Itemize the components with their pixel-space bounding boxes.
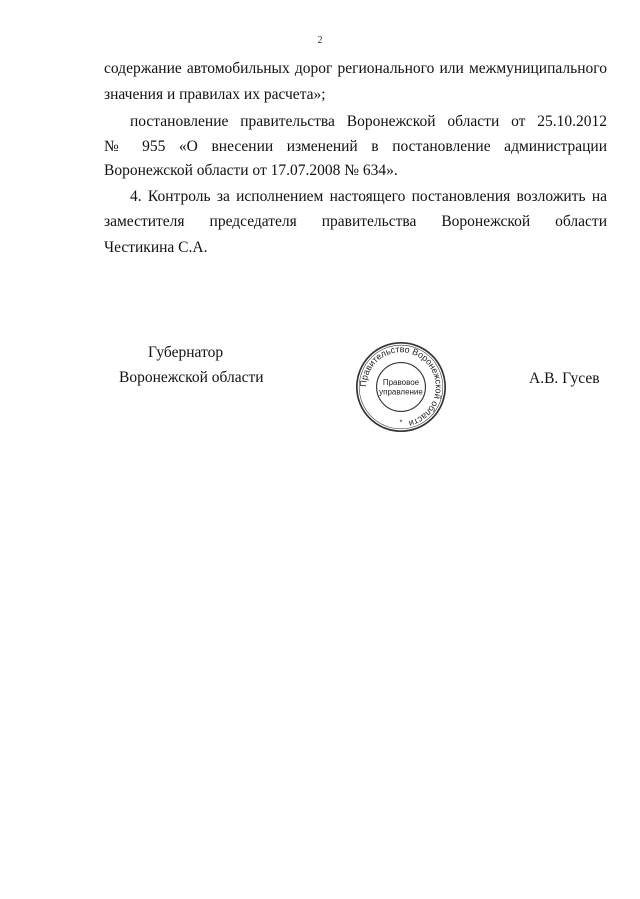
stamp-ring-text: Правительство Воронежской области xyxy=(358,344,444,429)
signatory-name: А.В. Гусев xyxy=(529,370,600,387)
body-line: постановление правительства Воронежской области от 25.10.2012 xyxy=(130,113,607,130)
official-stamp xyxy=(354,340,448,434)
page-number: 2 xyxy=(317,35,323,46)
body-line: значения и правилах их расчета»; xyxy=(104,86,326,103)
body-line: содержание автомобильных дорог регионального или межмуниципального xyxy=(104,60,607,77)
signatory-title: Губернатор xyxy=(148,344,224,361)
stamp-star-icon: * xyxy=(399,417,403,427)
body-line: Воронежской области от 17.07.2008 № 634». xyxy=(104,162,398,179)
signatory-region: Воронежской области xyxy=(119,369,264,386)
body-line: № 955 «О внесении изменений в постановление администрации xyxy=(104,138,607,155)
stamp-center-line: Правовое xyxy=(382,378,420,388)
body-line: 4. Контроль за исполнением настоящего постановления возложить на xyxy=(130,188,607,205)
body-line: Честикина С.А. xyxy=(104,239,208,256)
body-line: заместителя председателя правительства Воронежской области xyxy=(104,213,607,230)
stamp-center-line: управление xyxy=(379,387,423,397)
